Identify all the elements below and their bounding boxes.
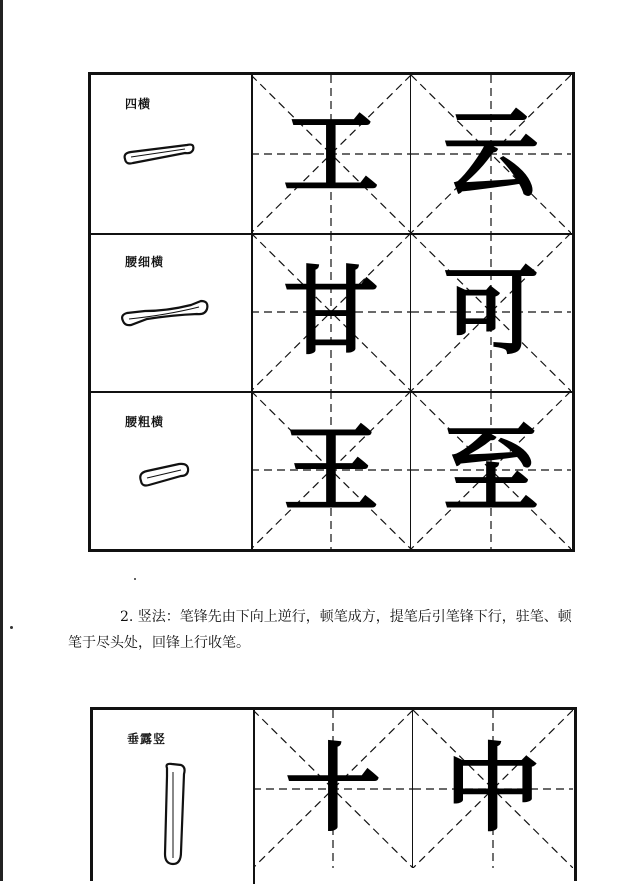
calligraphy-char: 中	[445, 733, 541, 845]
scan-speck	[10, 626, 13, 629]
stroke-sample-yao-xi-heng	[117, 295, 213, 329]
stroke-table-vertical	[90, 707, 577, 881]
char-cell-zhi	[411, 391, 571, 549]
char-cell-ke	[411, 233, 571, 391]
instruction-line-2: 笔于尽头处，回锋上行收笔。	[68, 635, 250, 651]
stroke-sample-si-heng	[119, 137, 199, 171]
char-cell-gong	[251, 75, 411, 233]
calligraphy-char: 十	[285, 733, 381, 845]
calligraphy-char: 可	[443, 256, 539, 368]
char-cell-zhong	[413, 710, 573, 868]
scan-speck	[134, 578, 136, 580]
calligraphy-char: 甘	[283, 256, 379, 368]
stroke-label-si-heng: 四横	[125, 97, 152, 111]
calligraphy-char: 至	[443, 414, 539, 526]
instruction-paragraph	[68, 604, 594, 656]
calligraphy-char: 王	[283, 414, 379, 526]
instruction-line-1: 2. 竖法：笔锋先由下向上逆行，顿笔成方，提笔后引笔锋下行，驻笔、顿	[120, 609, 572, 625]
stroke-sample-yao-cu-heng	[135, 459, 195, 489]
stroke-label-chui-lu-shu: 垂露竖	[127, 732, 167, 746]
char-cell-yun	[411, 75, 571, 233]
char-cell-shi	[253, 710, 413, 868]
calligraphy-char: 云	[443, 98, 539, 210]
char-cell-gan	[251, 233, 411, 391]
stroke-sample-chui-lu-shu	[157, 760, 191, 872]
char-cell-wang	[251, 391, 411, 549]
calligraphy-char: 工	[283, 98, 379, 210]
stroke-label-yao-cu-heng: 腰粗横	[125, 415, 165, 429]
stroke-table-horizontal	[88, 72, 575, 552]
page-edge	[0, 0, 3, 881]
stroke-label-yao-xi-heng: 腰细横	[125, 255, 165, 269]
